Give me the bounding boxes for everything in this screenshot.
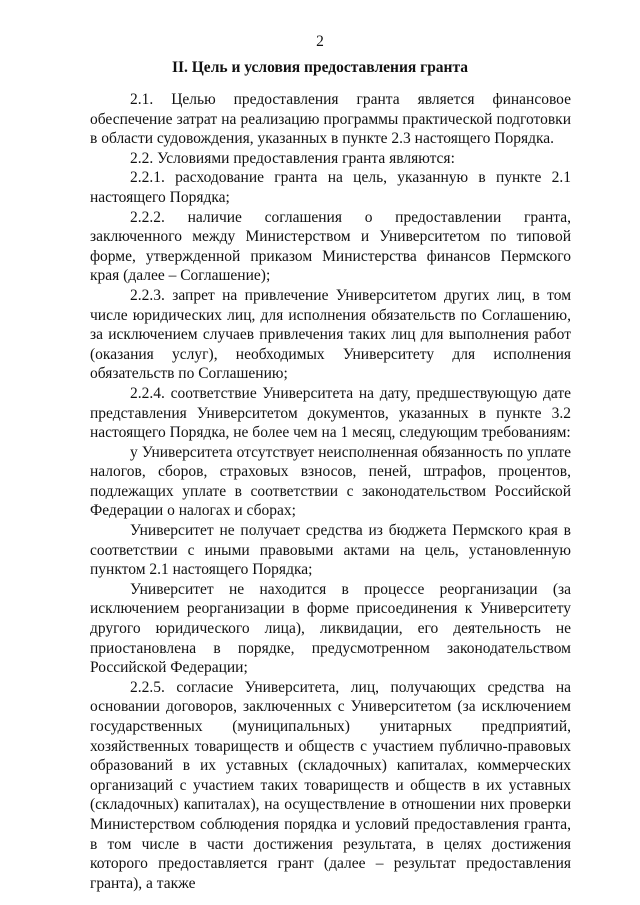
requirement-no-reorganization: Университет не находится в процессе реорганизации (за исключением реорганизации в форме присоединения к Университету другого юридического лица), ликвидации, его деятельность не приостановлена в порядке, предусмотренном законодательством Российской Федерации;	[90, 580, 571, 677]
paragraph-2-1: 2.1. Целью предоставления гранта является финансовое обеспечение затрат на реализацию программы практической подготовки в области судовождения, указанных в пункте 2.3 настоящего Порядка.	[90, 91, 571, 148]
paragraph-2-2-3: 2.2.3. запрет на привлечение Университетом других лиц, в том числе юридических лиц, для исполнения обязательств по Соглашению, за исключением случаев привлечения таких лиц для выполнения работ (оказания услуг), необходимых Университету для исполнения обязательств по Соглашению;	[90, 286, 571, 383]
paragraph-2-2: 2.2. Условиями предоставления гранта являются:	[130, 149, 455, 167]
paragraph-2-2-1: 2.2.1. расходование гранта на цель, указанную в пункте 2.1 настоящего Порядка;	[90, 169, 571, 206]
paragraph-2-2-4: 2.2.4. соответствие Университета на дату, предшествующую дате представления Университетом документов, указанных в пункте 3.2 настоящего Порядка, не более чем на 1 месяц, следующим требованиям:	[90, 384, 571, 442]
page-number: 2	[316, 33, 324, 50]
requirement-no-tax-debt: у Университета отсутствует неисполненная обязанность по уплате налогов, сборов, страховых взносов, пеней, штрафов, процентов, подлежащих уплате в соответствии с законодательством Российской Федерации о налогах и сборах;	[90, 443, 571, 520]
paragraph-2-2-2: 2.2.2. наличие соглашения о предоставлении гранта, заключенного между Министерством и Университетом по типовой форме, утвержденной приказом Министерства финансов Пермского края (далее – Соглашение);	[90, 208, 571, 285]
requirement-no-other-budget-funds: Университет не получает средства из бюджета Пермского края в соответствии с иными правовыми актами на цель, установленную пунктом 2.1 настоящего Порядка;	[90, 522, 571, 579]
document-body	[90, 90, 571, 893]
section-title: II. Цель и условия предоставления гранта	[171, 59, 469, 76]
paragraph-2-2-5: 2.2.5. согласие Университета, лиц, получающих средства на основании договоров, заключенных с Университетом (за исключением государственных (муниципальных) унитарных предприятий, хозяйственных товариществ и обществ с участием публично-правовых образований в их уставных (складочных) капиталах, коммерческих организаций с участием таких товариществ и обществ в их уставных (складочных) капиталах), на осуществление в отношении них проверки Министерством соблюдения порядка и условий предоставления гранта, в том числе в части достижения результата, в целях достижения которого предоставляется грант (далее – результат предоставления гранта), а также	[90, 678, 571, 892]
